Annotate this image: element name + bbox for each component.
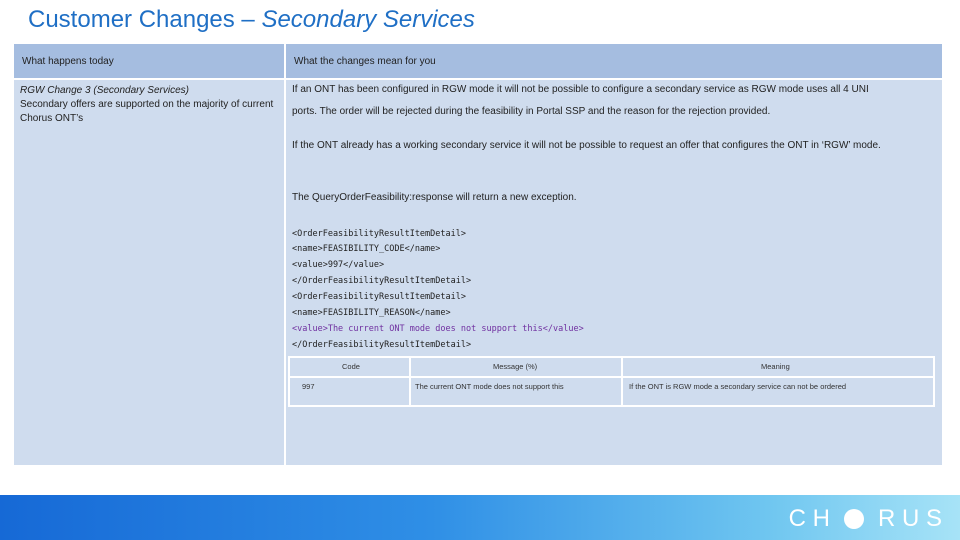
code-line: </OrderFeasibilityResultItemDetail> [292,276,472,286]
logo-dot-icon [844,509,864,529]
title-italic: Secondary Services [261,6,475,33]
right-para3: The QueryOrderFeasibility:response will return a new exception. [292,192,577,203]
inner-cell-meaning-value: If the ONT is RGW mode a secondary service can not be ordered [629,382,847,391]
inner-cell-code-value: 997 [302,382,315,391]
code-line: <name>FEASIBILITY_CODE</name> [292,244,441,254]
inner-header-meaning [623,358,933,376]
page-title [28,6,475,34]
logo-left-text: C H [788,505,830,532]
code-line-highlight: <value>The current ONT mode does not support this</value> [292,324,584,334]
header-right-label: What the changes mean for you [294,56,436,67]
code-line: <OrderFeasibilityResultItemDetail> [292,229,466,239]
chorus-logo [789,505,942,533]
left-cell-body: Secondary offers are supported on the majority of current Chorus ONT’s [20,99,274,124]
inner-header-code [290,358,409,376]
left-cell [20,84,278,126]
footer-bar [0,495,960,540]
right-para1-line1: If an ONT has been configured in RGW mode it will not be possible to configure a secondary service as RGW mode uses all 4 UNI [292,84,869,95]
left-cell-heading: RGW Change 3 (Secondary Services) [20,85,189,96]
header-right [286,44,942,78]
inner-cell-code [290,378,409,405]
title-main: Customer Changes – [28,6,262,33]
right-para2: If the ONT already has a working secondary service it will not be possible to request an offer that configures the ONT in ‘RGW’ mode. [292,140,881,151]
inner-header-code-label: Code [342,362,360,371]
inner-cell-message [411,378,621,405]
right-para1-line2: ports. The order will be rejected during the feasibility in Portal SSP and the reason for the rejection provided. [292,106,771,117]
code-line: <value>997</value> [292,260,385,270]
code-line: <OrderFeasibilityResultItemDetail> [292,292,466,302]
inner-cell-message-value: The current ONT mode does not support this [415,382,564,391]
inner-cell-meaning [623,378,933,405]
code-line: <name>FEASIBILITY_REASON</name> [292,308,451,318]
column-divider [284,44,286,465]
inner-header-message [411,358,621,376]
inner-header-message-label: Message (%) [493,362,538,371]
feasibility-table [288,356,935,407]
inner-header-meaning-label: Meaning [761,362,790,371]
logo-right-text: R U S [877,505,942,532]
row-divider [14,78,942,80]
code-line: </OrderFeasibilityResultItemDetail> [292,340,472,350]
header-left [14,44,284,78]
header-left-label: What happens today [22,56,114,67]
